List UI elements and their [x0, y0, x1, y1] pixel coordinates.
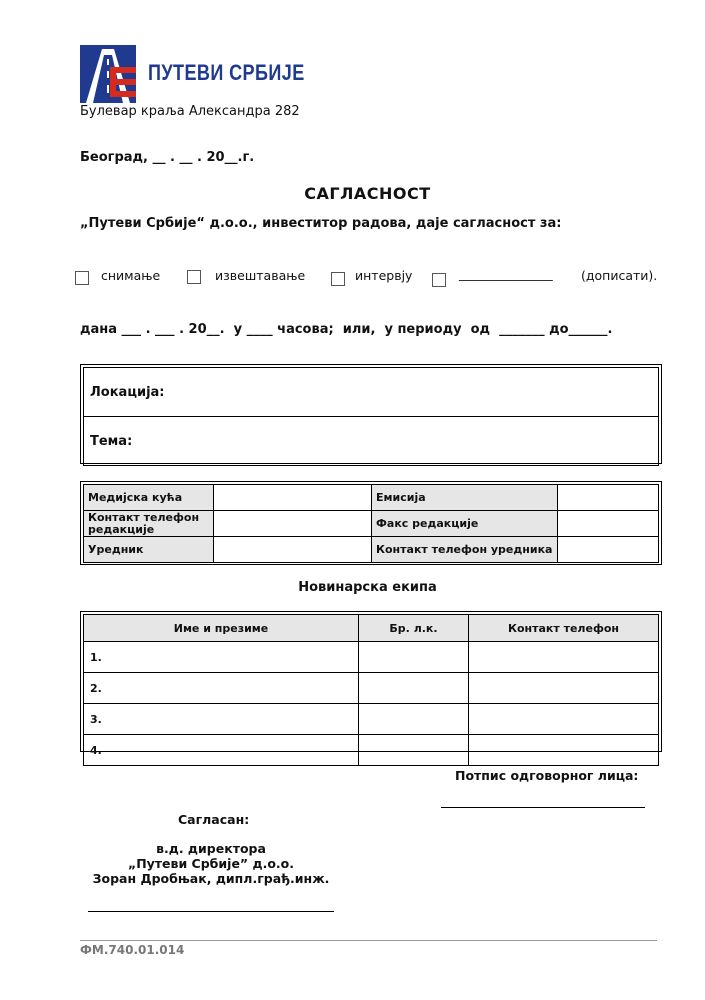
- broadcast-label: Емисија: [372, 485, 558, 511]
- table-row: [84, 735, 659, 766]
- table-row: [84, 704, 659, 735]
- period-line: дана ___ . ___ . 20__. у ____ часова; или, у периоду од _______ до______.: [80, 322, 613, 337]
- editorial-phone-value[interactable]: [214, 511, 372, 537]
- footer-divider: [80, 940, 657, 941]
- option-other-blank: _______________: [459, 266, 553, 281]
- company-name: „Путеви Србије” д.о.о.: [127, 856, 295, 871]
- crew-header-id: Бр. л.к.: [359, 615, 469, 642]
- table-row: [84, 673, 659, 704]
- crew-id-cell[interactable]: [359, 642, 469, 673]
- media-house-label: Медијска кућа: [84, 485, 214, 511]
- option-label-filming: снимање: [101, 268, 161, 283]
- options-note: (дописати).: [581, 268, 658, 283]
- brand-name: ПУТЕВИ СРБИЈЕ: [148, 60, 305, 85]
- document-title: САГЛАСНОСТ: [304, 184, 431, 203]
- crew-header-phone: Контакт телефон: [469, 615, 659, 642]
- media-house-value[interactable]: [214, 485, 372, 511]
- checkbox-filming[interactable]: [75, 271, 89, 285]
- agreed-label: Сагласан:: [178, 812, 250, 827]
- editorial-fax-value[interactable]: [558, 511, 659, 537]
- editor-value[interactable]: [214, 537, 372, 563]
- editorial-fax-label: Факс редакције: [372, 511, 558, 537]
- location-topic-box: [80, 364, 662, 464]
- crew-header-name: Име и презиме: [84, 615, 359, 642]
- crew-phone-cell[interactable]: [469, 704, 659, 735]
- director-name: Зоран Дробњак, дипл.грађ.инж.: [92, 871, 330, 886]
- intro-text: „Путеви Србије“ д.о.о., инвеститор радова, даје сагласност за:: [80, 216, 562, 231]
- crew-id-cell[interactable]: [359, 735, 469, 766]
- signature-label: Потпис одговорног лица:: [455, 768, 639, 783]
- topic-field[interactable]: Тема:: [84, 417, 659, 466]
- crew-table: [80, 611, 662, 757]
- checkbox-reporting[interactable]: [187, 270, 201, 284]
- media-info-table: [80, 481, 662, 565]
- editor-label: Уредник: [84, 537, 214, 563]
- crew-row-number[interactable]: 4.: [84, 735, 359, 766]
- form-code: ФМ.740.01.014: [80, 943, 185, 957]
- signature-line-director: [88, 911, 334, 912]
- director-title: в.д. директора: [156, 841, 266, 856]
- director-block: [80, 841, 342, 886]
- crew-row-number[interactable]: 3.: [84, 704, 359, 735]
- crew-title: Новинарска екипа: [298, 580, 437, 595]
- crew-phone-cell[interactable]: [469, 642, 659, 673]
- signature-line-responsible: [441, 807, 645, 808]
- checkbox-interview[interactable]: [331, 272, 345, 286]
- editor-phone-label: Контакт телефон уредника: [372, 537, 558, 563]
- broadcast-value[interactable]: [558, 485, 659, 511]
- crew-phone-cell[interactable]: [469, 735, 659, 766]
- crew-phone-cell[interactable]: [469, 673, 659, 704]
- crew-id-cell[interactable]: [359, 704, 469, 735]
- option-label-interview: интервју: [355, 268, 413, 283]
- option-label-reporting: извештавање: [215, 268, 306, 283]
- crew-row-number[interactable]: 1.: [84, 642, 359, 673]
- editor-phone-value[interactable]: [558, 537, 659, 563]
- editorial-phone-label: Контакт телефон редакције: [84, 511, 214, 537]
- checkbox-other[interactable]: [432, 273, 446, 287]
- table-row: [84, 642, 659, 673]
- company-address: Булевар краља Александра 282: [80, 104, 300, 119]
- location-field[interactable]: Локација:: [84, 368, 659, 417]
- date-line: Београд, __ . __ . 20__.г.: [80, 150, 255, 165]
- crew-id-cell[interactable]: [359, 673, 469, 704]
- crew-row-number[interactable]: 2.: [84, 673, 359, 704]
